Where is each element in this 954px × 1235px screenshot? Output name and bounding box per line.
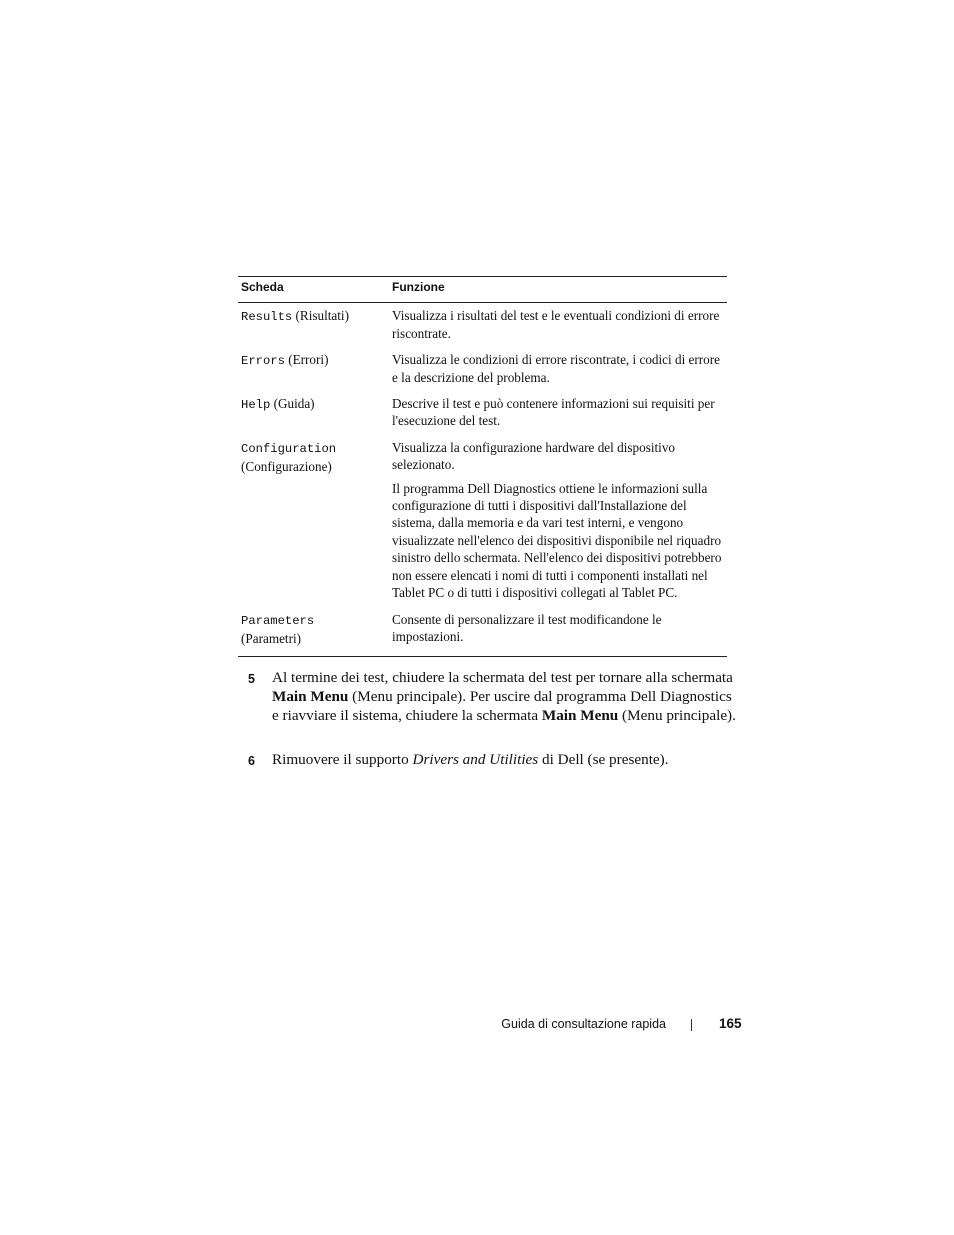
page-footer (0, 1016, 954, 1036)
function-cell: Descrive il test e può contenere informazioni sui requisiti per l'esecuzione del test. (392, 396, 715, 429)
tab-label: (Errori) (288, 352, 329, 368)
tab-function-table (238, 276, 727, 657)
step-text (272, 751, 738, 770)
header-scheda: Scheda (238, 277, 389, 303)
tab-code: Parameters (241, 613, 315, 628)
main-menu-term: Main Menu (272, 687, 349, 705)
step-6 (248, 751, 738, 770)
step-text (272, 669, 738, 725)
header-funzione: Funzione (389, 277, 727, 303)
table-header-row (238, 277, 727, 303)
table-row (238, 610, 727, 657)
tab-label: (Parametri) (241, 630, 302, 646)
tab-code: Help (241, 398, 271, 413)
function-cell: Consente di personalizzare il test modificandone le impostazioni. (389, 610, 727, 657)
footer-separator (691, 1019, 692, 1031)
footer-title: Guida di consultazione rapida (501, 1017, 666, 1031)
step-5 (248, 669, 738, 725)
tab-cell (238, 394, 389, 438)
step-number: 6 (248, 754, 255, 768)
tab-cell (238, 303, 389, 350)
page-number: 165 (719, 1016, 742, 1031)
tab-cell (238, 438, 389, 610)
step-text-part: Al termine dei test, chiudere la schermata del test per tornare alla schermata (272, 669, 733, 686)
step-text-part: (Menu principale). (618, 706, 736, 724)
function-cell: Visualizza le condizioni di errore riscontrate, i codici di errore e la descrizione del problema. (392, 352, 721, 385)
function-paragraph-extra: Il programma Dell Diagnostics ottiene le informazioni sulla configurazione di tutti i dispositivi dall'Installazione del sistema, dalla memoria e da vari test interni, e vengono visualizzate nell'elenco dei dispositivi disponibile nel riquadro sinistro dello schermata. Nell'elenco dei dispositivi potrebbero non essere elencati i nomi di tutti i componenti installati nel Tablet PC o di tutti i dispositivi collegati al Tablet PC. (392, 480, 722, 601)
tab-code: Results (241, 310, 293, 325)
tab-cell (238, 350, 389, 394)
step-text-part: (Menu principale). Per uscire dal programma Dell Diagnostics e riavviare il sistema, chiudere la schermata (272, 687, 732, 724)
table-row (238, 394, 727, 438)
function-paragraph: Visualizza la configurazione hardware del dispositivo selezionato. (392, 439, 676, 473)
drivers-utilities-term: Drivers and Utilities (412, 751, 539, 768)
tab-cell (238, 610, 389, 657)
tab-code: Errors (241, 354, 285, 369)
function-cell: Visualizza i risultati del test e le eventuali condizioni di errore riscontrate. (392, 308, 720, 341)
tab-label: (Risultati) (295, 308, 349, 324)
step-number: 5 (248, 672, 255, 686)
step-text-part: Rimuovere il supporto (272, 751, 413, 768)
tab-label: (Guida) (273, 396, 315, 412)
step-text-part: di Dell (se presente). (538, 751, 669, 768)
tab-code: Configuration (241, 441, 337, 456)
main-menu-term: Main Menu (541, 706, 619, 724)
table-row (238, 303, 727, 350)
tab-label: (Configurazione) (241, 459, 332, 475)
table-row (238, 438, 727, 610)
table-row (238, 350, 727, 394)
function-cell (389, 438, 727, 610)
